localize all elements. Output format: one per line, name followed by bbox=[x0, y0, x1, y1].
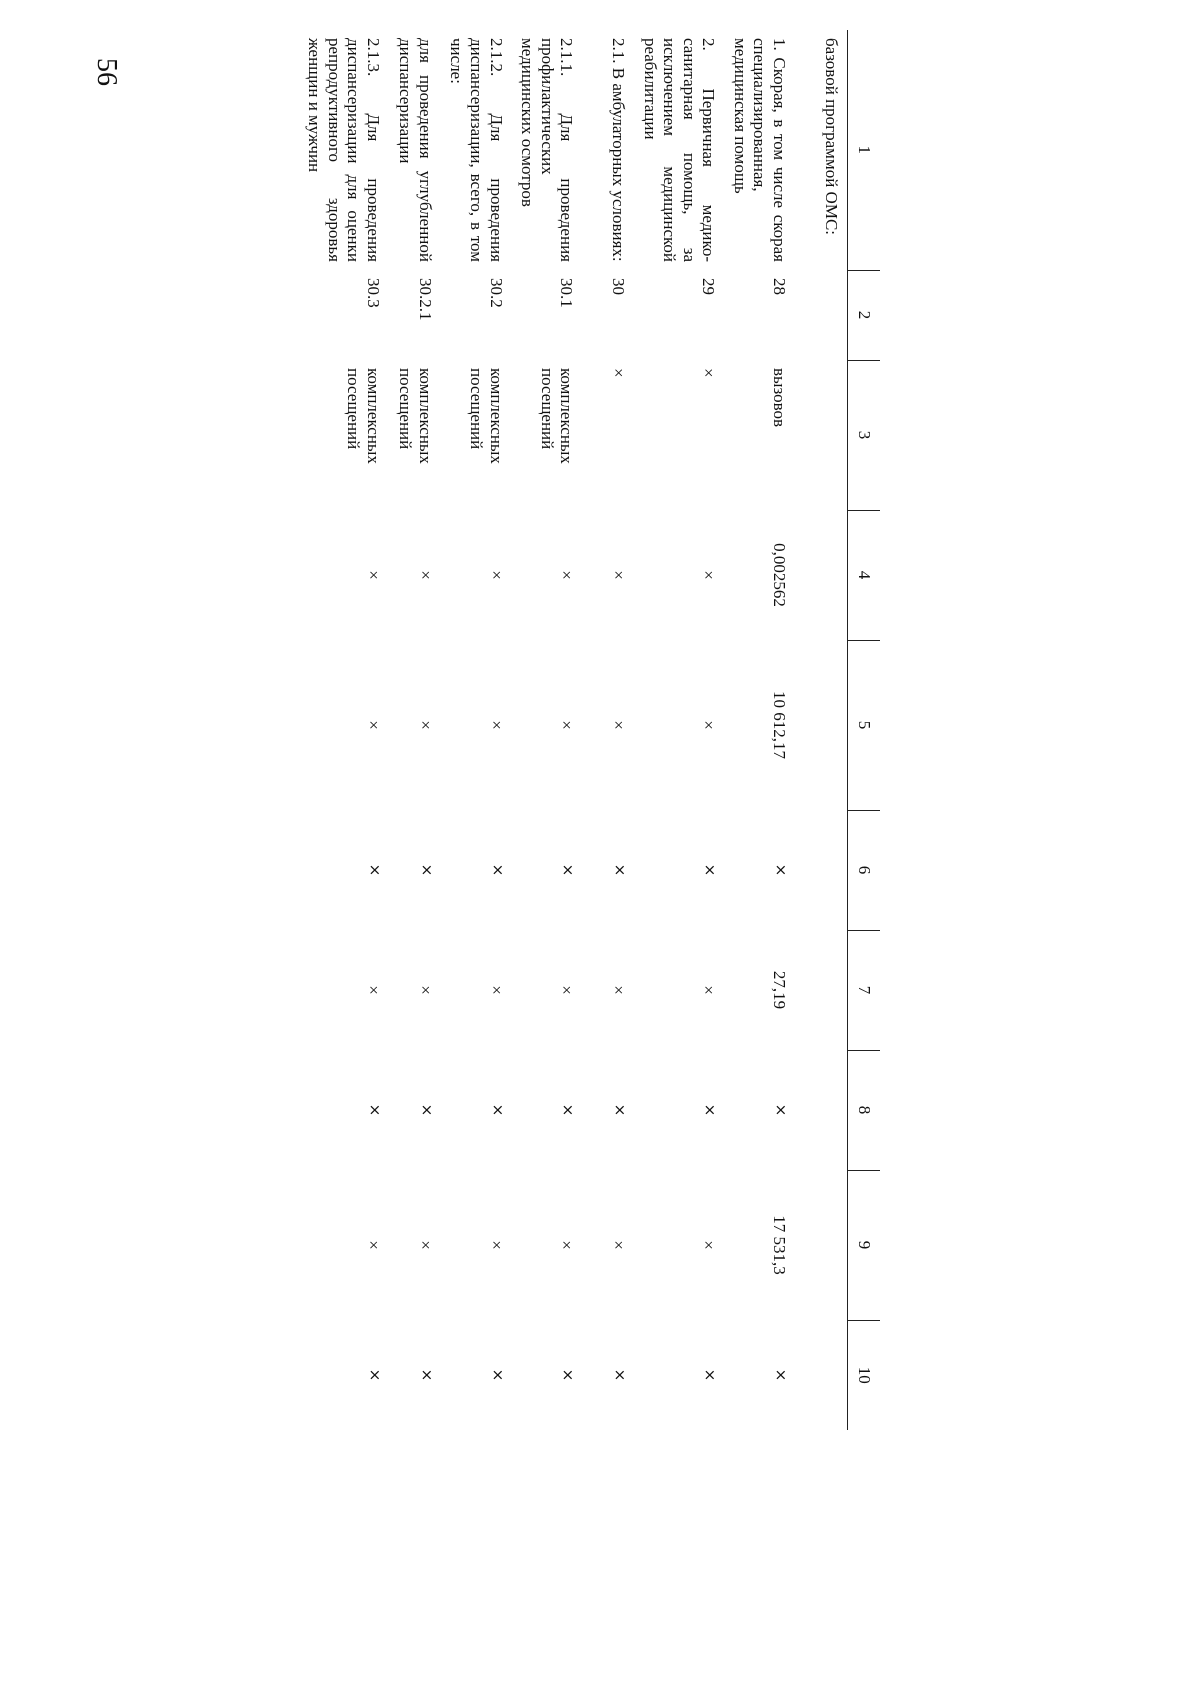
row-number: 30.1 bbox=[557, 278, 577, 308]
cell-col-8: × bbox=[365, 1103, 384, 1117]
cell-col-9: 17 531,3 bbox=[770, 1215, 789, 1275]
cell-col-4 bbox=[795, 510, 848, 640]
column-header: 7 bbox=[848, 930, 881, 1050]
row-number bbox=[795, 270, 848, 360]
cell-col-10: × bbox=[417, 1368, 436, 1382]
table-row bbox=[582, 30, 634, 1430]
unit-of-measure: комплексных посещений bbox=[344, 368, 383, 464]
row-label: базовой программой ОМС: bbox=[822, 38, 841, 236]
column-header: 10 bbox=[848, 1320, 881, 1430]
rotated-table-wrapper bbox=[180, 30, 880, 1430]
column-header: 4 bbox=[848, 510, 881, 640]
cell-col-4: × bbox=[699, 570, 719, 580]
cell-col-8: × bbox=[559, 1103, 578, 1117]
cell-col-10 bbox=[795, 1320, 848, 1430]
cell-col-10: × bbox=[772, 1368, 790, 1382]
cell-col-7: × bbox=[609, 985, 629, 995]
row-label: 2.1.3. Для проведения диспансеризации для оценки репродуктивного здоровья женщин и мужчин bbox=[305, 38, 383, 262]
cell-col-5: × bbox=[363, 720, 383, 730]
cell-col-5: × bbox=[609, 720, 629, 730]
cell-col-6: × bbox=[611, 863, 630, 877]
cell-col-9: × bbox=[486, 1240, 506, 1250]
column-header: 1 bbox=[848, 30, 881, 270]
cell-col-7: × bbox=[557, 985, 577, 995]
row-number: 28 bbox=[770, 278, 789, 295]
cell-col-7: × bbox=[486, 985, 506, 995]
cell-col-10: × bbox=[559, 1368, 578, 1382]
table-row bbox=[389, 30, 441, 1430]
cell-col-8: × bbox=[488, 1103, 507, 1117]
cell-col-4: × bbox=[557, 570, 577, 580]
row-label: для проведения углубленной диспансеризации bbox=[396, 38, 435, 262]
cell-col-4: 0,002562 bbox=[770, 543, 789, 607]
column-header: 3 bbox=[848, 360, 881, 510]
cell-col-9: × bbox=[415, 1240, 435, 1250]
unit-of-measure: вызовов bbox=[770, 368, 789, 428]
cell-col-9: × bbox=[557, 1240, 577, 1250]
unit-of-measure: комплексных посещений bbox=[537, 368, 577, 464]
table-row bbox=[299, 30, 389, 1430]
cell-col-6: × bbox=[772, 863, 790, 877]
cell-col-9: × bbox=[699, 1240, 719, 1250]
table-row bbox=[634, 30, 724, 1430]
table-row bbox=[724, 30, 795, 1430]
cell-col-8: × bbox=[772, 1103, 790, 1117]
cell-col-6: × bbox=[417, 863, 436, 877]
cell-col-6: × bbox=[559, 863, 578, 877]
unit-of-measure: комплексных посещений bbox=[466, 368, 506, 464]
row-number: 30.3 bbox=[363, 278, 383, 308]
row-number: 30.2 bbox=[486, 278, 506, 308]
column-header: 5 bbox=[848, 640, 881, 810]
cell-col-6: × bbox=[701, 863, 720, 877]
cell-col-7: × bbox=[415, 985, 435, 995]
table-row bbox=[795, 30, 848, 1430]
cell-col-10: × bbox=[701, 1368, 720, 1382]
page-number: 56 bbox=[91, 58, 122, 86]
cell-col-7: 27,19 bbox=[770, 970, 789, 1010]
cell-col-9: × bbox=[363, 1240, 383, 1250]
table-body bbox=[299, 30, 848, 1430]
cell-col-5: × bbox=[415, 720, 435, 730]
row-number: 29 bbox=[699, 278, 719, 295]
cell-col-7 bbox=[795, 930, 848, 1050]
cell-col-9: × bbox=[609, 1240, 629, 1250]
table-row bbox=[512, 30, 583, 1430]
row-label: 2. Первичная медико-санитарная помощь, за исключением медицинской реабилитации bbox=[640, 38, 719, 262]
unit-of-measure: комплексных посещений bbox=[396, 368, 435, 464]
row-number: 30.2.1 bbox=[415, 278, 435, 321]
row-label: 2.1. В амбулаторных условиях: bbox=[609, 38, 629, 262]
cell-col-8: × bbox=[611, 1103, 630, 1117]
cell-col-5 bbox=[795, 640, 848, 810]
cell-col-10: × bbox=[611, 1368, 630, 1382]
cell-col-8 bbox=[795, 1050, 848, 1170]
column-header: 8 bbox=[848, 1050, 881, 1170]
data-table bbox=[299, 30, 880, 1430]
cell-col-8: × bbox=[701, 1103, 720, 1117]
cell-col-10: × bbox=[365, 1368, 384, 1382]
cell-col-5: × bbox=[486, 720, 506, 730]
row-label: 2.1.2. Для проведения диспансеризации, всего, в том числе: bbox=[447, 38, 506, 262]
cell-col-7: × bbox=[363, 985, 383, 995]
cell-col-8: × bbox=[417, 1103, 436, 1117]
unit-of-measure bbox=[795, 360, 848, 510]
column-header: 2 bbox=[848, 270, 881, 360]
row-number: 30 bbox=[609, 278, 629, 295]
cell-col-5: × bbox=[557, 720, 577, 730]
cell-col-7: × bbox=[699, 985, 719, 995]
column-header: 9 bbox=[848, 1170, 881, 1320]
cell-col-4: × bbox=[415, 570, 435, 580]
row-label: 1. Скорая, в том числе скорая специализированная, медицинская помощь bbox=[730, 38, 789, 262]
cell-col-4: × bbox=[609, 570, 629, 580]
row-label: 2.1.1. Для проведения профилактических медицинских осмотров bbox=[518, 38, 577, 262]
cell-col-5: 10 612,17 bbox=[770, 691, 789, 759]
cell-col-6: × bbox=[365, 863, 384, 877]
cell-col-4: × bbox=[486, 570, 506, 580]
unit-of-measure: × bbox=[609, 368, 629, 378]
cell-col-10: × bbox=[488, 1368, 507, 1382]
cell-col-4: × bbox=[363, 570, 383, 580]
unit-of-measure: × bbox=[699, 368, 719, 378]
cell-col-6: × bbox=[488, 863, 507, 877]
header-row bbox=[848, 30, 881, 1430]
cell-col-9 bbox=[795, 1170, 848, 1320]
column-header: 6 bbox=[848, 810, 881, 930]
cell-col-6 bbox=[795, 810, 848, 930]
cell-col-5: × bbox=[699, 720, 719, 730]
table-row bbox=[441, 30, 512, 1430]
